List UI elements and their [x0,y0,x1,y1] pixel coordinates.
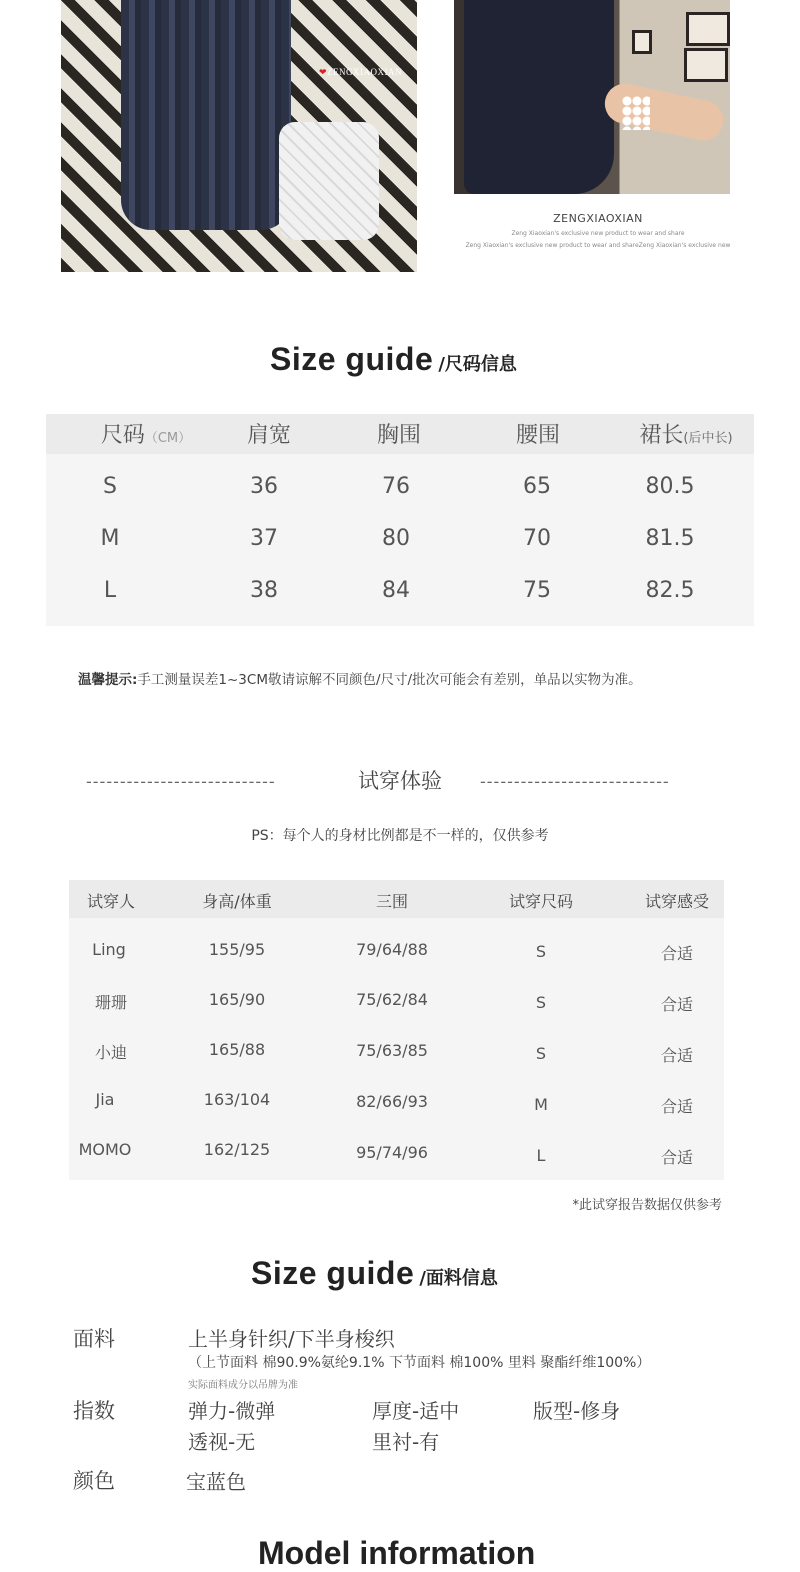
fit-value: 版型-修身 [533,1399,621,1423]
table-cell: 165/88 [208,1040,266,1059]
wall-frame [686,12,730,46]
brand-tagline: Zeng Xiaoxian's exclusive new product to wear and share [511,230,685,237]
table-cell: 75/63/85 [356,1041,428,1060]
header-shoulder: 肩宽 [246,423,291,448]
section-title: Size guide [270,341,434,377]
tryon-footnote: *此试穿报告数据仅供参考 [572,1198,722,1213]
table-cell: 82/66/93 [356,1092,428,1111]
transparency-value: 透视-无 [188,1430,256,1454]
table-cell: 合适 [660,995,693,1014]
divider-dashes: ---------------------------- [480,772,670,791]
section-title: Size guide [251,1255,415,1291]
table-cell: 36 [250,474,278,499]
table-cell: 75 [523,578,551,603]
table-cell: 合适 [660,944,693,963]
elasticity-value: 弹力-微弹 [188,1399,276,1423]
table-cell: M [534,1095,548,1114]
header-person: 试穿人 [86,892,135,911]
table-cell: Jia [95,1090,115,1109]
table-cell: 76 [382,474,410,499]
product-photo-right [454,0,730,194]
table-cell: 合适 [660,1148,693,1167]
table-cell: 82.5 [645,578,695,603]
header-length: 裙长(后中长) [639,423,733,448]
color-value: 宝蓝色 [186,1470,246,1494]
measurement-notice [78,668,642,688]
header-size: 试穿尺码 [508,892,573,911]
header-measurements: 三围 [375,892,408,911]
model-shirt [464,0,614,194]
section-subtitle: /尺码信息 [438,354,517,375]
table-cell: S [535,1044,547,1063]
next-section-heading: Model information [258,1535,536,1571]
header-size: 尺码（CM） [100,423,192,448]
header-waist: 腰围 [515,423,560,448]
table-cell: L [103,578,117,603]
wall-frame [632,30,652,54]
table-cell: 75/62/84 [356,990,428,1009]
table-cell: 84 [382,578,410,603]
heart-icon: ❤ [319,67,328,77]
table-cell: 珊珊 [94,993,127,1012]
table-cell: 162/125 [203,1140,271,1159]
material-detail: （上节面料 棉90.9%氨纶9.1% 下节面料 棉100% 里料 聚酯纤维100%） [188,1355,651,1371]
header-feel: 试穿感受 [644,892,709,911]
table-cell: S [535,942,547,961]
notice-text: 手工测量误差1~3CM敬请谅解不同颜色/尺寸/批次可能会有差别，单品以实物为准。 [137,672,642,688]
brand-tagline: Zeng Xiaoxian's exclusive new product to wear and shareZeng Xiaoxian's exclusive new [465,242,731,249]
table-cell: 165/90 [208,990,266,1009]
handbag-image [279,122,379,240]
table-cell: 155/95 [208,940,266,959]
table-cell: M [100,526,120,551]
tryon-title: 试穿体验 [358,769,442,793]
thickness-value: 厚度-适中 [372,1399,460,1423]
color-label: 颜色 [73,1469,115,1493]
tryon-ps: PS：每个人的身材比例都是不一样的，仅供参考 [251,828,549,844]
table-cell: 80 [382,526,410,551]
size-guide-heading [270,341,517,378]
table-cell: 37 [250,526,278,551]
pearl-bracelet [622,96,650,130]
divider-dashes: ---------------------------- [86,772,276,791]
index-label: 指数 [73,1399,115,1423]
table-cell: 81.5 [645,526,695,551]
table-cell: 163/104 [203,1090,271,1109]
table-cell: MOMO [78,1140,132,1159]
wall-frame [684,48,728,82]
size-table [46,414,754,626]
material-value: 上半身针织/下半身梭织 [188,1327,395,1351]
lining-value: 里衬-有 [372,1430,440,1454]
table-cell: 95/74/96 [356,1143,428,1162]
brand-name: ZENGXIAOXIAN [553,212,643,225]
section-subtitle: /面料信息 [419,1268,498,1289]
table-cell: 65 [523,474,551,499]
header-chest: 胸围 [376,423,421,448]
table-cell: 79/64/88 [356,940,428,959]
material-label: 面料 [73,1327,115,1351]
tryon-table [69,880,724,1180]
table-cell: 小迪 [94,1043,127,1062]
product-photo-left [61,0,417,272]
table-cell: S [103,474,117,499]
notice-label: 温馨提示: [78,672,138,688]
table-cell: Ling [92,940,126,959]
table-cell: 70 [523,526,551,551]
table-cell: 合适 [660,1097,693,1116]
model-arm [601,80,727,144]
header-height-weight: 身高/体重 [202,892,272,911]
material-note: 实际面料成分以吊牌为准 [188,1380,298,1391]
table-cell: 80.5 [645,474,695,499]
table-cell: 38 [250,578,278,603]
photo-watermark: ❤ZENGXIAOXIAN [319,67,403,77]
table-cell: 合适 [660,1046,693,1065]
fabric-heading [251,1255,498,1292]
model-figure [121,0,291,230]
table-cell: S [535,993,547,1012]
table-cell: L [536,1146,546,1165]
